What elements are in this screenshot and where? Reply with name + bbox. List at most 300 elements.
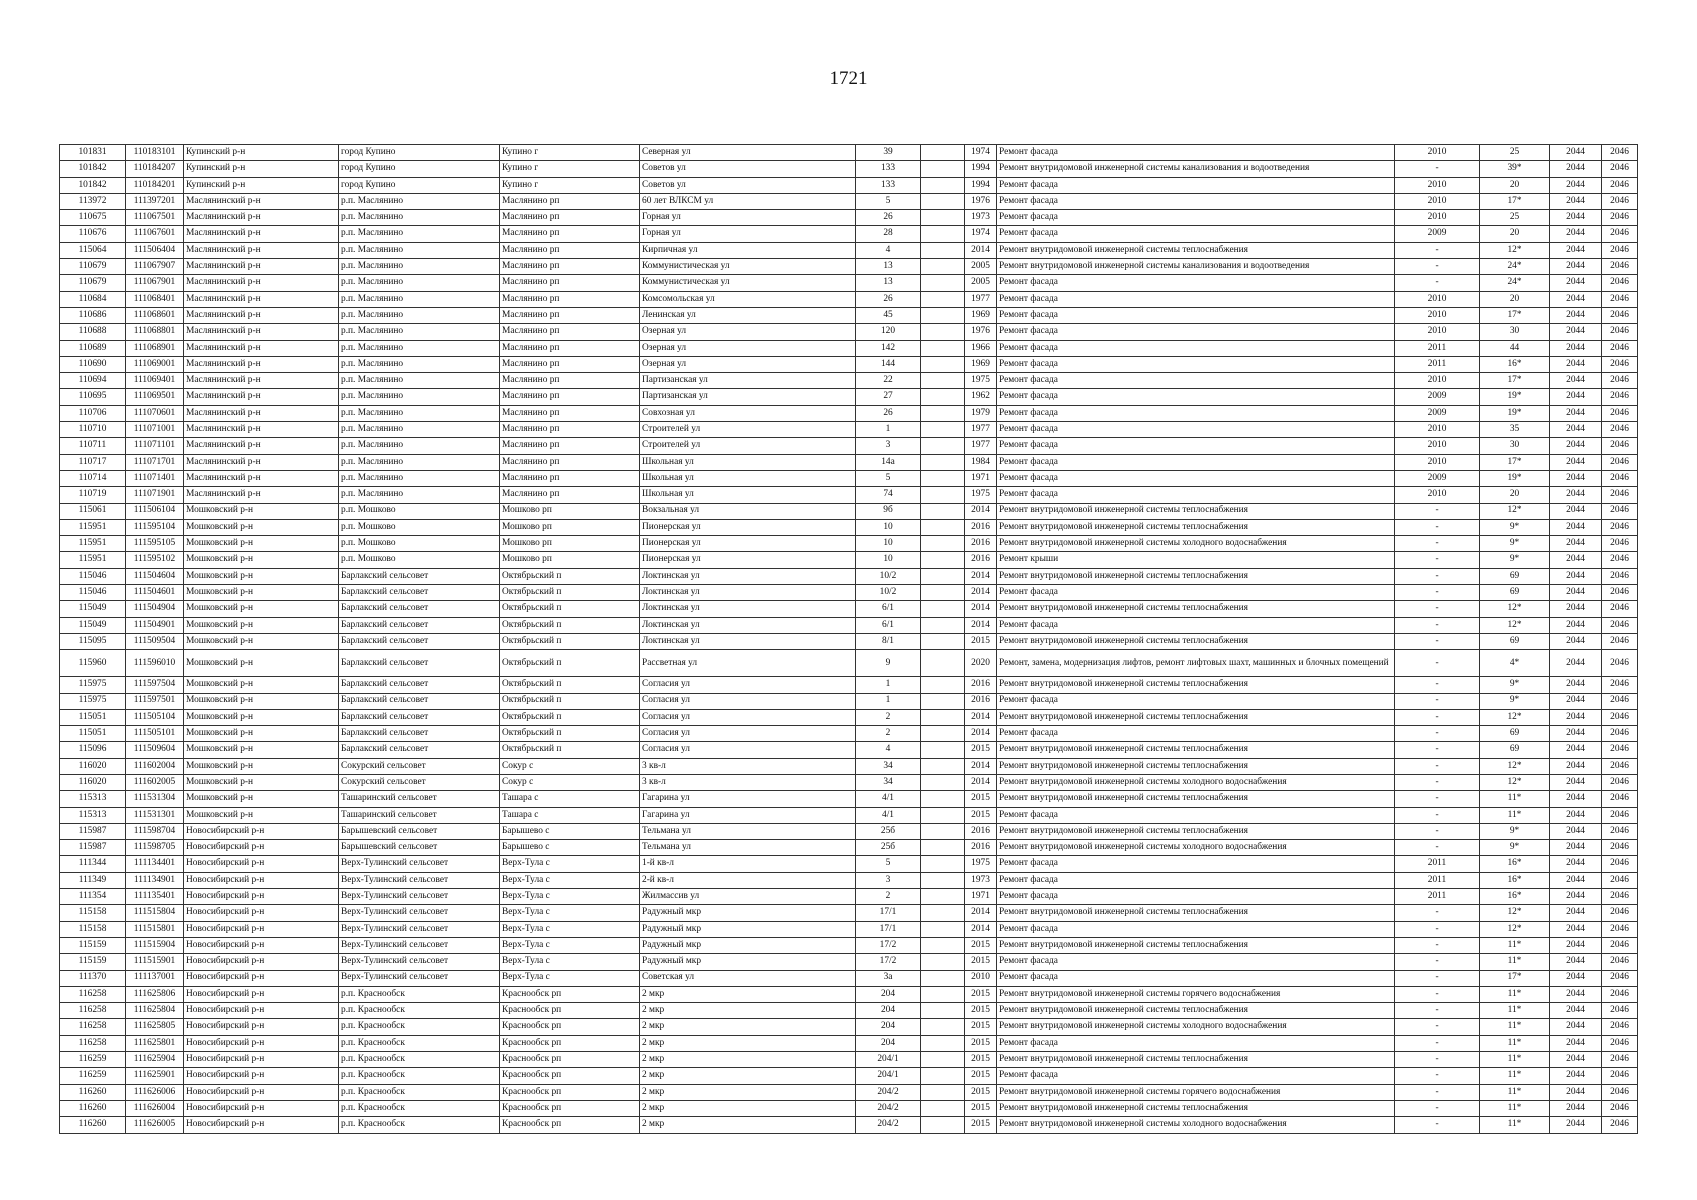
cell-build-year: 2016 <box>965 552 997 568</box>
cell-last-repair-year: 2010 <box>1395 193 1480 209</box>
cell-last-repair-year: 2010 <box>1395 487 1480 503</box>
table-row <box>60 986 1638 1002</box>
cell-build-year: 1975 <box>965 487 997 503</box>
cell-street: Школьная ул <box>640 487 856 503</box>
cell-work-type: Ремонт внутридомовой инженерной системы холодного водоснабжения <box>997 840 1395 856</box>
cell-build-year: 2015 <box>965 937 997 953</box>
cell-house-number: 2 <box>856 889 921 905</box>
cell-municipality: р.п. Краснообск <box>339 986 500 1002</box>
cell-wear-value: 19* <box>1480 405 1550 421</box>
cell-district: Маслянинский р-н <box>184 389 339 405</box>
cell-municipality: город Купино <box>339 177 500 193</box>
cell-district: Новосибирский р-н <box>184 986 339 1002</box>
cell-settlement: Верх-Тула с <box>500 856 640 872</box>
cell-plan-start-year: 2044 <box>1550 145 1602 161</box>
cell-plan-start-year: 2044 <box>1550 823 1602 839</box>
cell-object-code: 110184201 <box>126 177 184 193</box>
cell-blank <box>921 210 965 226</box>
cell-municipality: р.п. Маслянино <box>339 226 500 242</box>
cell-district: Мошковский р-н <box>184 617 339 633</box>
cell-municipality: р.п. Маслянино <box>339 307 500 323</box>
cell-last-repair-year: 2009 <box>1395 470 1480 486</box>
cell-municipality: Сокурский сельсовет <box>339 758 500 774</box>
table-row <box>60 470 1638 486</box>
cell-wear-value: 19* <box>1480 470 1550 486</box>
cell-wear-value: 12* <box>1480 921 1550 937</box>
cell-settlement: Верх-Тула с <box>500 872 640 888</box>
cell-plan-end-year: 2046 <box>1602 823 1638 839</box>
cell-wear-value: 9* <box>1480 519 1550 535</box>
cell-street: Озерная ул <box>640 324 856 340</box>
cell-object-code: 111625801 <box>126 1035 184 1051</box>
cell-municipality: Верх-Тулинский сельсовет <box>339 856 500 872</box>
cell-build-year: 2016 <box>965 823 997 839</box>
cell-work-type: Ремонт внутридомовой инженерной системы теплоснабжения <box>997 242 1395 258</box>
cell-municipality: р.п. Маслянино <box>339 389 500 405</box>
cell-wear-value: 11* <box>1480 1019 1550 1035</box>
cell-street: Локтинская ул <box>640 601 856 617</box>
cell-settlement: Октябрьский п <box>500 650 640 677</box>
cell-house-number: 10 <box>856 536 921 552</box>
cell-district: Мошковский р-н <box>184 633 339 649</box>
cell-house-number: 9б <box>856 503 921 519</box>
cell-build-year: 1969 <box>965 356 997 372</box>
table-row <box>60 726 1638 742</box>
cell-plan-end-year: 2046 <box>1602 145 1638 161</box>
cell-house-id: 110675 <box>60 210 126 226</box>
cell-settlement: Октябрьский п <box>500 677 640 693</box>
cell-street: Строителей ул <box>640 422 856 438</box>
cell-street: Коммунистическая ул <box>640 259 856 275</box>
cell-build-year: 2005 <box>965 259 997 275</box>
table-row <box>60 454 1638 470</box>
table-row <box>60 324 1638 340</box>
cell-house-number: 17/1 <box>856 905 921 921</box>
cell-plan-end-year: 2046 <box>1602 840 1638 856</box>
cell-settlement: Сокур с <box>500 774 640 790</box>
cell-plan-start-year: 2044 <box>1550 438 1602 454</box>
cell-build-year: 2014 <box>965 921 997 937</box>
cell-street: 2 мкр <box>640 1068 856 1084</box>
cell-settlement: Октябрьский п <box>500 617 640 633</box>
cell-blank <box>921 340 965 356</box>
cell-district: Маслянинский р-н <box>184 226 339 242</box>
cell-plan-start-year: 2044 <box>1550 487 1602 503</box>
cell-wear-value: 12* <box>1480 905 1550 921</box>
cell-settlement: Краснообск рп <box>500 1117 640 1133</box>
cell-last-repair-year: - <box>1395 1019 1480 1035</box>
cell-plan-end-year: 2046 <box>1602 633 1638 649</box>
cell-build-year: 2016 <box>965 536 997 552</box>
cell-plan-end-year: 2046 <box>1602 454 1638 470</box>
cell-plan-start-year: 2044 <box>1550 1068 1602 1084</box>
cell-house-number: 45 <box>856 307 921 323</box>
cell-municipality: р.п. Краснообск <box>339 1084 500 1100</box>
cell-plan-start-year: 2044 <box>1550 709 1602 725</box>
cell-work-type: Ремонт фасада <box>997 487 1395 503</box>
cell-blank <box>921 986 965 1002</box>
cell-wear-value: 39* <box>1480 161 1550 177</box>
cell-district: Мошковский р-н <box>184 536 339 552</box>
cell-plan-end-year: 2046 <box>1602 568 1638 584</box>
cell-settlement: Маслянино рп <box>500 470 640 486</box>
cell-settlement: Мошково рп <box>500 519 640 535</box>
cell-street: 3 кв-л <box>640 774 856 790</box>
cell-municipality: р.п. Маслянино <box>339 340 500 356</box>
cell-blank <box>921 324 965 340</box>
cell-work-type: Ремонт внутридомовой инженерной системы теплоснабжения <box>997 519 1395 535</box>
cell-municipality: Барлакский сельсовет <box>339 693 500 709</box>
cell-settlement: Краснообск рп <box>500 1100 640 1116</box>
cell-street: Озерная ул <box>640 340 856 356</box>
cell-street: 2 мкр <box>640 1084 856 1100</box>
table-row <box>60 275 1638 291</box>
cell-work-type: Ремонт фасада <box>997 193 1395 209</box>
cell-plan-end-year: 2046 <box>1602 340 1638 356</box>
cell-blank <box>921 389 965 405</box>
cell-build-year: 2016 <box>965 693 997 709</box>
cell-street: Строителей ул <box>640 438 856 454</box>
cell-municipality: Верх-Тулинский сельсовет <box>339 905 500 921</box>
cell-plan-end-year: 2046 <box>1602 1003 1638 1019</box>
cell-last-repair-year: - <box>1395 650 1480 677</box>
cell-settlement: Октябрьский п <box>500 709 640 725</box>
table-row <box>60 872 1638 888</box>
cell-last-repair-year: 2010 <box>1395 291 1480 307</box>
cell-house-number: 1 <box>856 422 921 438</box>
cell-object-code: 111137001 <box>126 970 184 986</box>
cell-plan-start-year: 2044 <box>1550 889 1602 905</box>
cell-work-type: Ремонт фасада <box>997 275 1395 291</box>
cell-blank <box>921 291 965 307</box>
cell-settlement: Мошково рп <box>500 536 640 552</box>
cell-blank <box>921 552 965 568</box>
cell-last-repair-year: 2011 <box>1395 340 1480 356</box>
cell-plan-start-year: 2044 <box>1550 519 1602 535</box>
cell-plan-end-year: 2046 <box>1602 1100 1638 1116</box>
cell-settlement: Маслянино рп <box>500 405 640 421</box>
cell-municipality: Барышевский сельсовет <box>339 823 500 839</box>
cell-house-id: 115975 <box>60 677 126 693</box>
cell-work-type: Ремонт фасада <box>997 422 1395 438</box>
cell-build-year: 1994 <box>965 161 997 177</box>
cell-wear-value: 69 <box>1480 585 1550 601</box>
cell-build-year: 2014 <box>965 601 997 617</box>
cell-house-number: 74 <box>856 487 921 503</box>
cell-district: Мошковский р-н <box>184 726 339 742</box>
cell-plan-start-year: 2044 <box>1550 1019 1602 1035</box>
cell-house-number: 204/1 <box>856 1068 921 1084</box>
cell-blank <box>921 454 965 470</box>
cell-house-id: 115960 <box>60 650 126 677</box>
cell-wear-value: 4* <box>1480 650 1550 677</box>
cell-wear-value: 35 <box>1480 422 1550 438</box>
cell-municipality: р.п. Краснообск <box>339 1003 500 1019</box>
cell-blank <box>921 709 965 725</box>
cell-build-year: 1976 <box>965 193 997 209</box>
cell-house-id: 110679 <box>60 259 126 275</box>
cell-build-year: 2015 <box>965 1084 997 1100</box>
cell-settlement: Верх-Тула с <box>500 921 640 937</box>
cell-last-repair-year: - <box>1395 1084 1480 1100</box>
cell-blank <box>921 633 965 649</box>
cell-municipality: р.п. Маслянино <box>339 470 500 486</box>
cell-district: Новосибирский р-н <box>184 937 339 953</box>
cell-blank <box>921 856 965 872</box>
cell-work-type: Ремонт внутридомовой инженерной системы теплоснабжения <box>997 601 1395 617</box>
cell-house-id: 115951 <box>60 536 126 552</box>
cell-blank <box>921 758 965 774</box>
table-row <box>60 161 1638 177</box>
cell-plan-start-year: 2044 <box>1550 1084 1602 1100</box>
cell-work-type: Ремонт фасада <box>997 693 1395 709</box>
cell-object-code: 111597501 <box>126 693 184 709</box>
cell-house-id: 116258 <box>60 1035 126 1051</box>
cell-plan-end-year: 2046 <box>1602 259 1638 275</box>
table-row <box>60 758 1638 774</box>
cell-district: Мошковский р-н <box>184 791 339 807</box>
cell-last-repair-year: - <box>1395 275 1480 291</box>
cell-municipality: Барлакский сельсовет <box>339 585 500 601</box>
cell-house-id: 115095 <box>60 633 126 649</box>
cell-municipality: р.п. Мошково <box>339 536 500 552</box>
cell-object-code: 111504904 <box>126 601 184 617</box>
cell-district: Маслянинский р-н <box>184 291 339 307</box>
cell-house-number: 204/2 <box>856 1117 921 1133</box>
table-row <box>60 709 1638 725</box>
cell-plan-end-year: 2046 <box>1602 889 1638 905</box>
cell-wear-value: 17* <box>1480 307 1550 323</box>
cell-wear-value: 69 <box>1480 633 1550 649</box>
cell-blank <box>921 650 965 677</box>
cell-district: Купинский р-н <box>184 145 339 161</box>
cell-last-repair-year: - <box>1395 519 1480 535</box>
cell-house-id: 116258 <box>60 986 126 1002</box>
cell-plan-start-year: 2044 <box>1550 210 1602 226</box>
cell-house-id: 116259 <box>60 1068 126 1084</box>
table-row <box>60 840 1638 856</box>
cell-last-repair-year: - <box>1395 161 1480 177</box>
cell-house-number: 10 <box>856 552 921 568</box>
table-row <box>60 650 1638 677</box>
cell-wear-value: 12* <box>1480 617 1550 633</box>
cell-house-number: 8/1 <box>856 633 921 649</box>
cell-house-id: 110710 <box>60 422 126 438</box>
cell-last-repair-year: - <box>1395 937 1480 953</box>
cell-settlement: Барышево с <box>500 840 640 856</box>
cell-plan-end-year: 2046 <box>1602 226 1638 242</box>
table-row <box>60 1019 1638 1035</box>
cell-build-year: 2015 <box>965 1100 997 1116</box>
table-row <box>60 1100 1638 1116</box>
cell-wear-value: 11* <box>1480 937 1550 953</box>
cell-wear-value: 25 <box>1480 210 1550 226</box>
cell-street: Радужный мкр <box>640 937 856 953</box>
cell-plan-start-year: 2044 <box>1550 633 1602 649</box>
cell-object-code: 111515904 <box>126 937 184 953</box>
cell-blank <box>921 807 965 823</box>
cell-street: 3 кв-л <box>640 758 856 774</box>
cell-blank <box>921 405 965 421</box>
cell-wear-value: 16* <box>1480 889 1550 905</box>
cell-last-repair-year: - <box>1395 1100 1480 1116</box>
cell-district: Мошковский р-н <box>184 650 339 677</box>
cell-build-year: 1975 <box>965 373 997 389</box>
table-row <box>60 856 1638 872</box>
cell-plan-end-year: 2046 <box>1602 1068 1638 1084</box>
cell-municipality: р.п. Мошково <box>339 519 500 535</box>
cell-work-type: Ремонт внутридомовой инженерной системы теплоснабжения <box>997 503 1395 519</box>
cell-object-code: 111070601 <box>126 405 184 421</box>
cell-plan-start-year: 2044 <box>1550 324 1602 340</box>
table-row <box>60 242 1638 258</box>
cell-plan-end-year: 2046 <box>1602 1035 1638 1051</box>
cell-object-code: 111135401 <box>126 889 184 905</box>
table-row <box>60 954 1638 970</box>
cell-wear-value: 69 <box>1480 568 1550 584</box>
cell-plan-start-year: 2044 <box>1550 791 1602 807</box>
cell-blank <box>921 226 965 242</box>
cell-object-code: 111069001 <box>126 356 184 372</box>
cell-work-type: Ремонт фасада <box>997 1068 1395 1084</box>
cell-build-year: 2015 <box>965 1052 997 1068</box>
cell-municipality: р.п. Краснообск <box>339 1052 500 1068</box>
cell-settlement: Ташара с <box>500 791 640 807</box>
cell-blank <box>921 438 965 454</box>
cell-municipality: Верх-Тулинский сельсовет <box>339 970 500 986</box>
cell-work-type: Ремонт внутридомовой инженерной системы теплоснабжения <box>997 633 1395 649</box>
cell-object-code: 111068801 <box>126 324 184 340</box>
cell-district: Новосибирский р-н <box>184 889 339 905</box>
cell-settlement: Октябрьский п <box>500 601 640 617</box>
cell-street: Тельмана ул <box>640 823 856 839</box>
cell-object-code: 111505104 <box>126 709 184 725</box>
cell-district: Купинский р-н <box>184 161 339 177</box>
cell-district: Маслянинский р-н <box>184 210 339 226</box>
cell-plan-start-year: 2044 <box>1550 807 1602 823</box>
cell-plan-end-year: 2046 <box>1602 519 1638 535</box>
cell-build-year: 2015 <box>965 1035 997 1051</box>
cell-settlement: Сокур с <box>500 758 640 774</box>
cell-last-repair-year: - <box>1395 986 1480 1002</box>
cell-municipality: р.п. Мошково <box>339 503 500 519</box>
cell-last-repair-year: - <box>1395 677 1480 693</box>
cell-street: Жилмассив ул <box>640 889 856 905</box>
cell-municipality: р.п. Мошково <box>339 552 500 568</box>
cell-last-repair-year: - <box>1395 905 1480 921</box>
cell-house-number: 204/1 <box>856 1052 921 1068</box>
cell-district: Маслянинский р-н <box>184 324 339 340</box>
cell-municipality: Верх-Тулинский сельсовет <box>339 889 500 905</box>
cell-wear-value: 9* <box>1480 677 1550 693</box>
cell-district: Маслянинский р-н <box>184 405 339 421</box>
cell-house-id: 110711 <box>60 438 126 454</box>
cell-house-number: 34 <box>856 758 921 774</box>
table-row <box>60 677 1638 693</box>
cell-district: Маслянинский р-н <box>184 275 339 291</box>
cell-plan-end-year: 2046 <box>1602 807 1638 823</box>
table-row <box>60 210 1638 226</box>
cell-build-year: 2014 <box>965 905 997 921</box>
table-row <box>60 774 1638 790</box>
cell-wear-value: 11* <box>1480 1003 1550 1019</box>
cell-house-number: 1 <box>856 693 921 709</box>
cell-plan-end-year: 2046 <box>1602 709 1638 725</box>
cell-municipality: Верх-Тулинский сельсовет <box>339 872 500 888</box>
cell-street: Советская ул <box>640 970 856 986</box>
cell-work-type: Ремонт фасада <box>997 454 1395 470</box>
cell-wear-value: 20 <box>1480 487 1550 503</box>
cell-house-number: 26 <box>856 210 921 226</box>
cell-build-year: 2005 <box>965 275 997 291</box>
cell-district: Новосибирский р-н <box>184 840 339 856</box>
cell-wear-value: 19* <box>1480 389 1550 405</box>
cell-last-repair-year: - <box>1395 503 1480 519</box>
cell-house-id: 115313 <box>60 791 126 807</box>
cell-municipality: р.п. Маслянино <box>339 259 500 275</box>
cell-blank <box>921 840 965 856</box>
cell-street: Комсомольская ул <box>640 291 856 307</box>
cell-wear-value: 12* <box>1480 601 1550 617</box>
cell-blank <box>921 242 965 258</box>
cell-street: Тельмана ул <box>640 840 856 856</box>
cell-street: 2 мкр <box>640 1117 856 1133</box>
cell-work-type: Ремонт внутридомовой инженерной системы теплоснабжения <box>997 1100 1395 1116</box>
cell-plan-start-year: 2044 <box>1550 356 1602 372</box>
cell-work-type: Ремонт внутридомовой инженерной системы теплоснабжения <box>997 758 1395 774</box>
cell-district: Маслянинский р-н <box>184 259 339 275</box>
cell-blank <box>921 519 965 535</box>
cell-last-repair-year: 2010 <box>1395 177 1480 193</box>
cell-blank <box>921 307 965 323</box>
cell-district: Мошковский р-н <box>184 693 339 709</box>
cell-last-repair-year: 2010 <box>1395 307 1480 323</box>
cell-last-repair-year: 2011 <box>1395 889 1480 905</box>
cell-last-repair-year: 2010 <box>1395 422 1480 438</box>
cell-district: Мошковский р-н <box>184 601 339 617</box>
cell-last-repair-year: 2010 <box>1395 210 1480 226</box>
cell-street: Озерная ул <box>640 356 856 372</box>
cell-house-number: 120 <box>856 324 921 340</box>
cell-house-number: 2 <box>856 726 921 742</box>
cell-settlement: Верх-Тула с <box>500 905 640 921</box>
cell-blank <box>921 954 965 970</box>
cell-house-id: 115051 <box>60 726 126 742</box>
cell-last-repair-year: - <box>1395 970 1480 986</box>
cell-object-code: 111625904 <box>126 1052 184 1068</box>
cell-district: Маслянинский р-н <box>184 193 339 209</box>
cell-build-year: 2014 <box>965 617 997 633</box>
cell-object-code: 111067601 <box>126 226 184 242</box>
cell-last-repair-year: - <box>1395 1068 1480 1084</box>
cell-blank <box>921 1068 965 1084</box>
cell-wear-value: 16* <box>1480 872 1550 888</box>
cell-street: 2 мкр <box>640 1019 856 1035</box>
cell-object-code: 111626006 <box>126 1084 184 1100</box>
cell-settlement: Маслянино рп <box>500 259 640 275</box>
cell-work-type: Ремонт крыши <box>997 552 1395 568</box>
cell-municipality: Барлакский сельсовет <box>339 617 500 633</box>
cell-work-type: Ремонт фасада <box>997 210 1395 226</box>
cell-house-id: 113972 <box>60 193 126 209</box>
cell-street: Радужный мкр <box>640 905 856 921</box>
cell-blank <box>921 905 965 921</box>
cell-plan-start-year: 2044 <box>1550 742 1602 758</box>
cell-settlement: Купино г <box>500 177 640 193</box>
cell-object-code: 111509504 <box>126 633 184 649</box>
cell-house-id: 110719 <box>60 487 126 503</box>
cell-build-year: 2015 <box>965 791 997 807</box>
